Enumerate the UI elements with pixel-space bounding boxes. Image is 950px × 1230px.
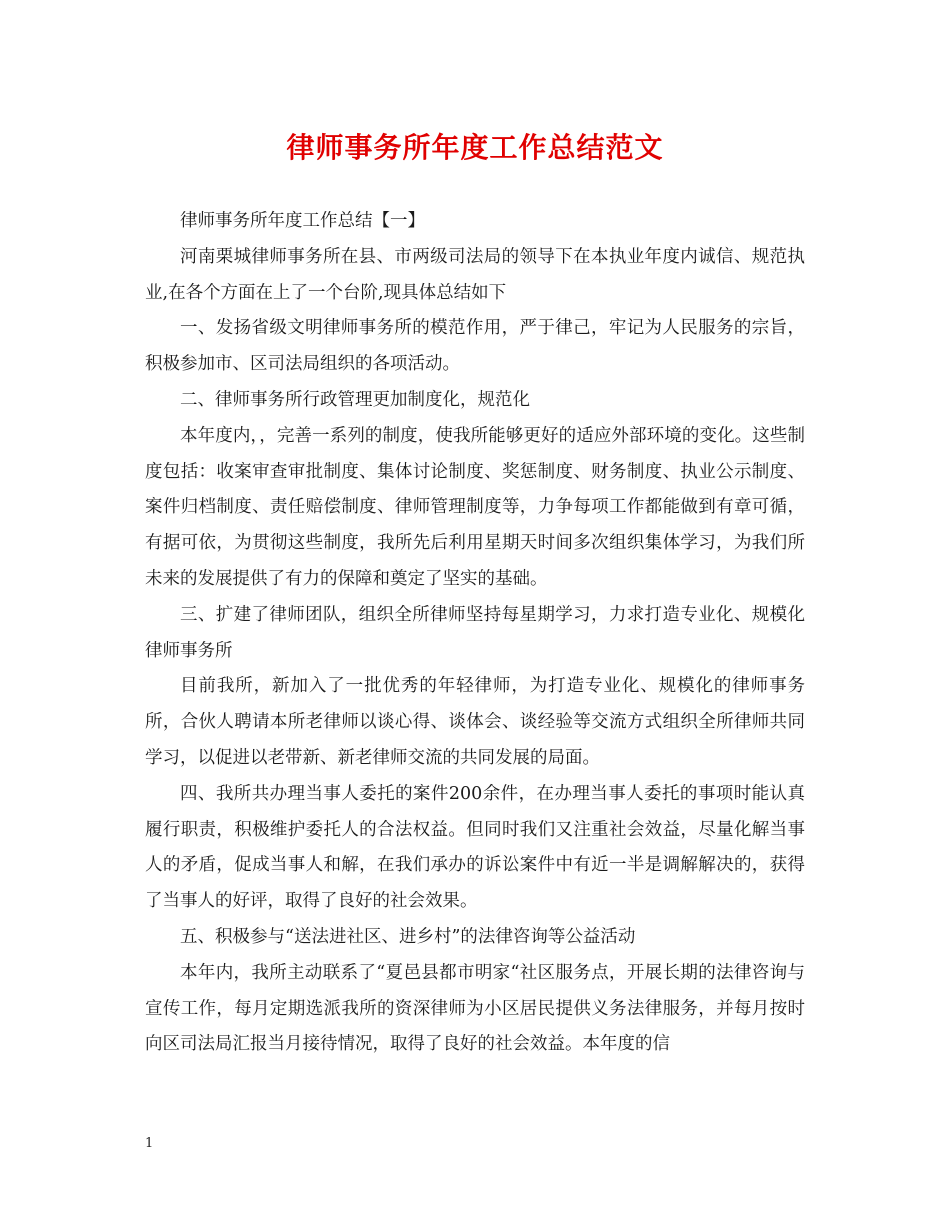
paragraph-item-3-body: 目前我所，新加入了一批优秀的年轻律师，为打造专业化、规模化的律师事务所，合伙人聘请本所老律师以谈心得、谈体会、谈经验等交流方式组织全所律师共同学习，以促进以老带新、新老律师交流的共同发展的局面。 <box>145 676 805 768</box>
paragraph-item-2-heading: 二、律师事务所行政管理更加制度化，规范化 <box>180 389 530 410</box>
paragraph-item-5-body: 本年内，我所主动联系了“夏邑县都市明家“社区服务点，开展长期的法律咨询与宣传工作，每月定期选派我所的资深律师为小区居民提供义务法律服务，并每月按时向区司法局汇报当月接待情况，取得了良好的社会效益。本年度的信 <box>145 962 805 1055</box>
page-title: 律师事务所年度工作总结范文 <box>286 131 664 164</box>
paragraph-section-heading: 律师事务所年度工作总结【一】 <box>180 211 425 231</box>
paragraph-item-4: 四、我所共办理当事人委托的案件200余件，在办理当事人委托的事项时能认真履行职责，积极维护委托人的合法权益。但同时我们又注重社会效益，尽量化解当事人的矛盾，促成当事人和解，在我们承办的诉讼案件中有近一半是调解解决的，获得了当事人的好评，取得了良好的社会效果。 <box>145 783 805 912</box>
paragraph-intro: 河南栗城律师事务所在县、市两级司法局的领导下在本执业年度内诚信、规范执业,在各个方面在上了一个台阶,现具体总结如下 <box>145 246 805 303</box>
page-number: 1 <box>145 1136 154 1151</box>
paragraph-item-1: 一、发扬省级文明律师事务所的模范作用，严于律己，牢记为人民服务的宗旨，积极参加市、区司法局组织的各项活动。 <box>145 318 805 375</box>
document-body <box>145 204 805 1063</box>
paragraph-item-3-heading: 三、扩建了律师团队，组织全所律师坚持每星期学习，力求打造专业化、规模化律师事务所 <box>145 604 805 661</box>
paragraph-item-2-body: 本年度内，，完善一系列的制度，使我所能够更好的适应外部环境的变化。这些制度包括：收案审查审批制度、集体讨论制度、奖惩制度、财务制度、执业公示制度、案件归档制度、责任赔偿制度、律师管理制度等，力争每项工作都能做到有章可循，有据可依，为贯彻这些制度，我所先后利用星期天时间多次组织集体学习，为我们所未来的发展提供了有力的保障和奠定了坚实的基础。 <box>145 425 805 589</box>
paragraph-item-5-heading: 五、积极参与“送法进社区、进乡村”的法律咨询等公益活动 <box>180 926 636 947</box>
